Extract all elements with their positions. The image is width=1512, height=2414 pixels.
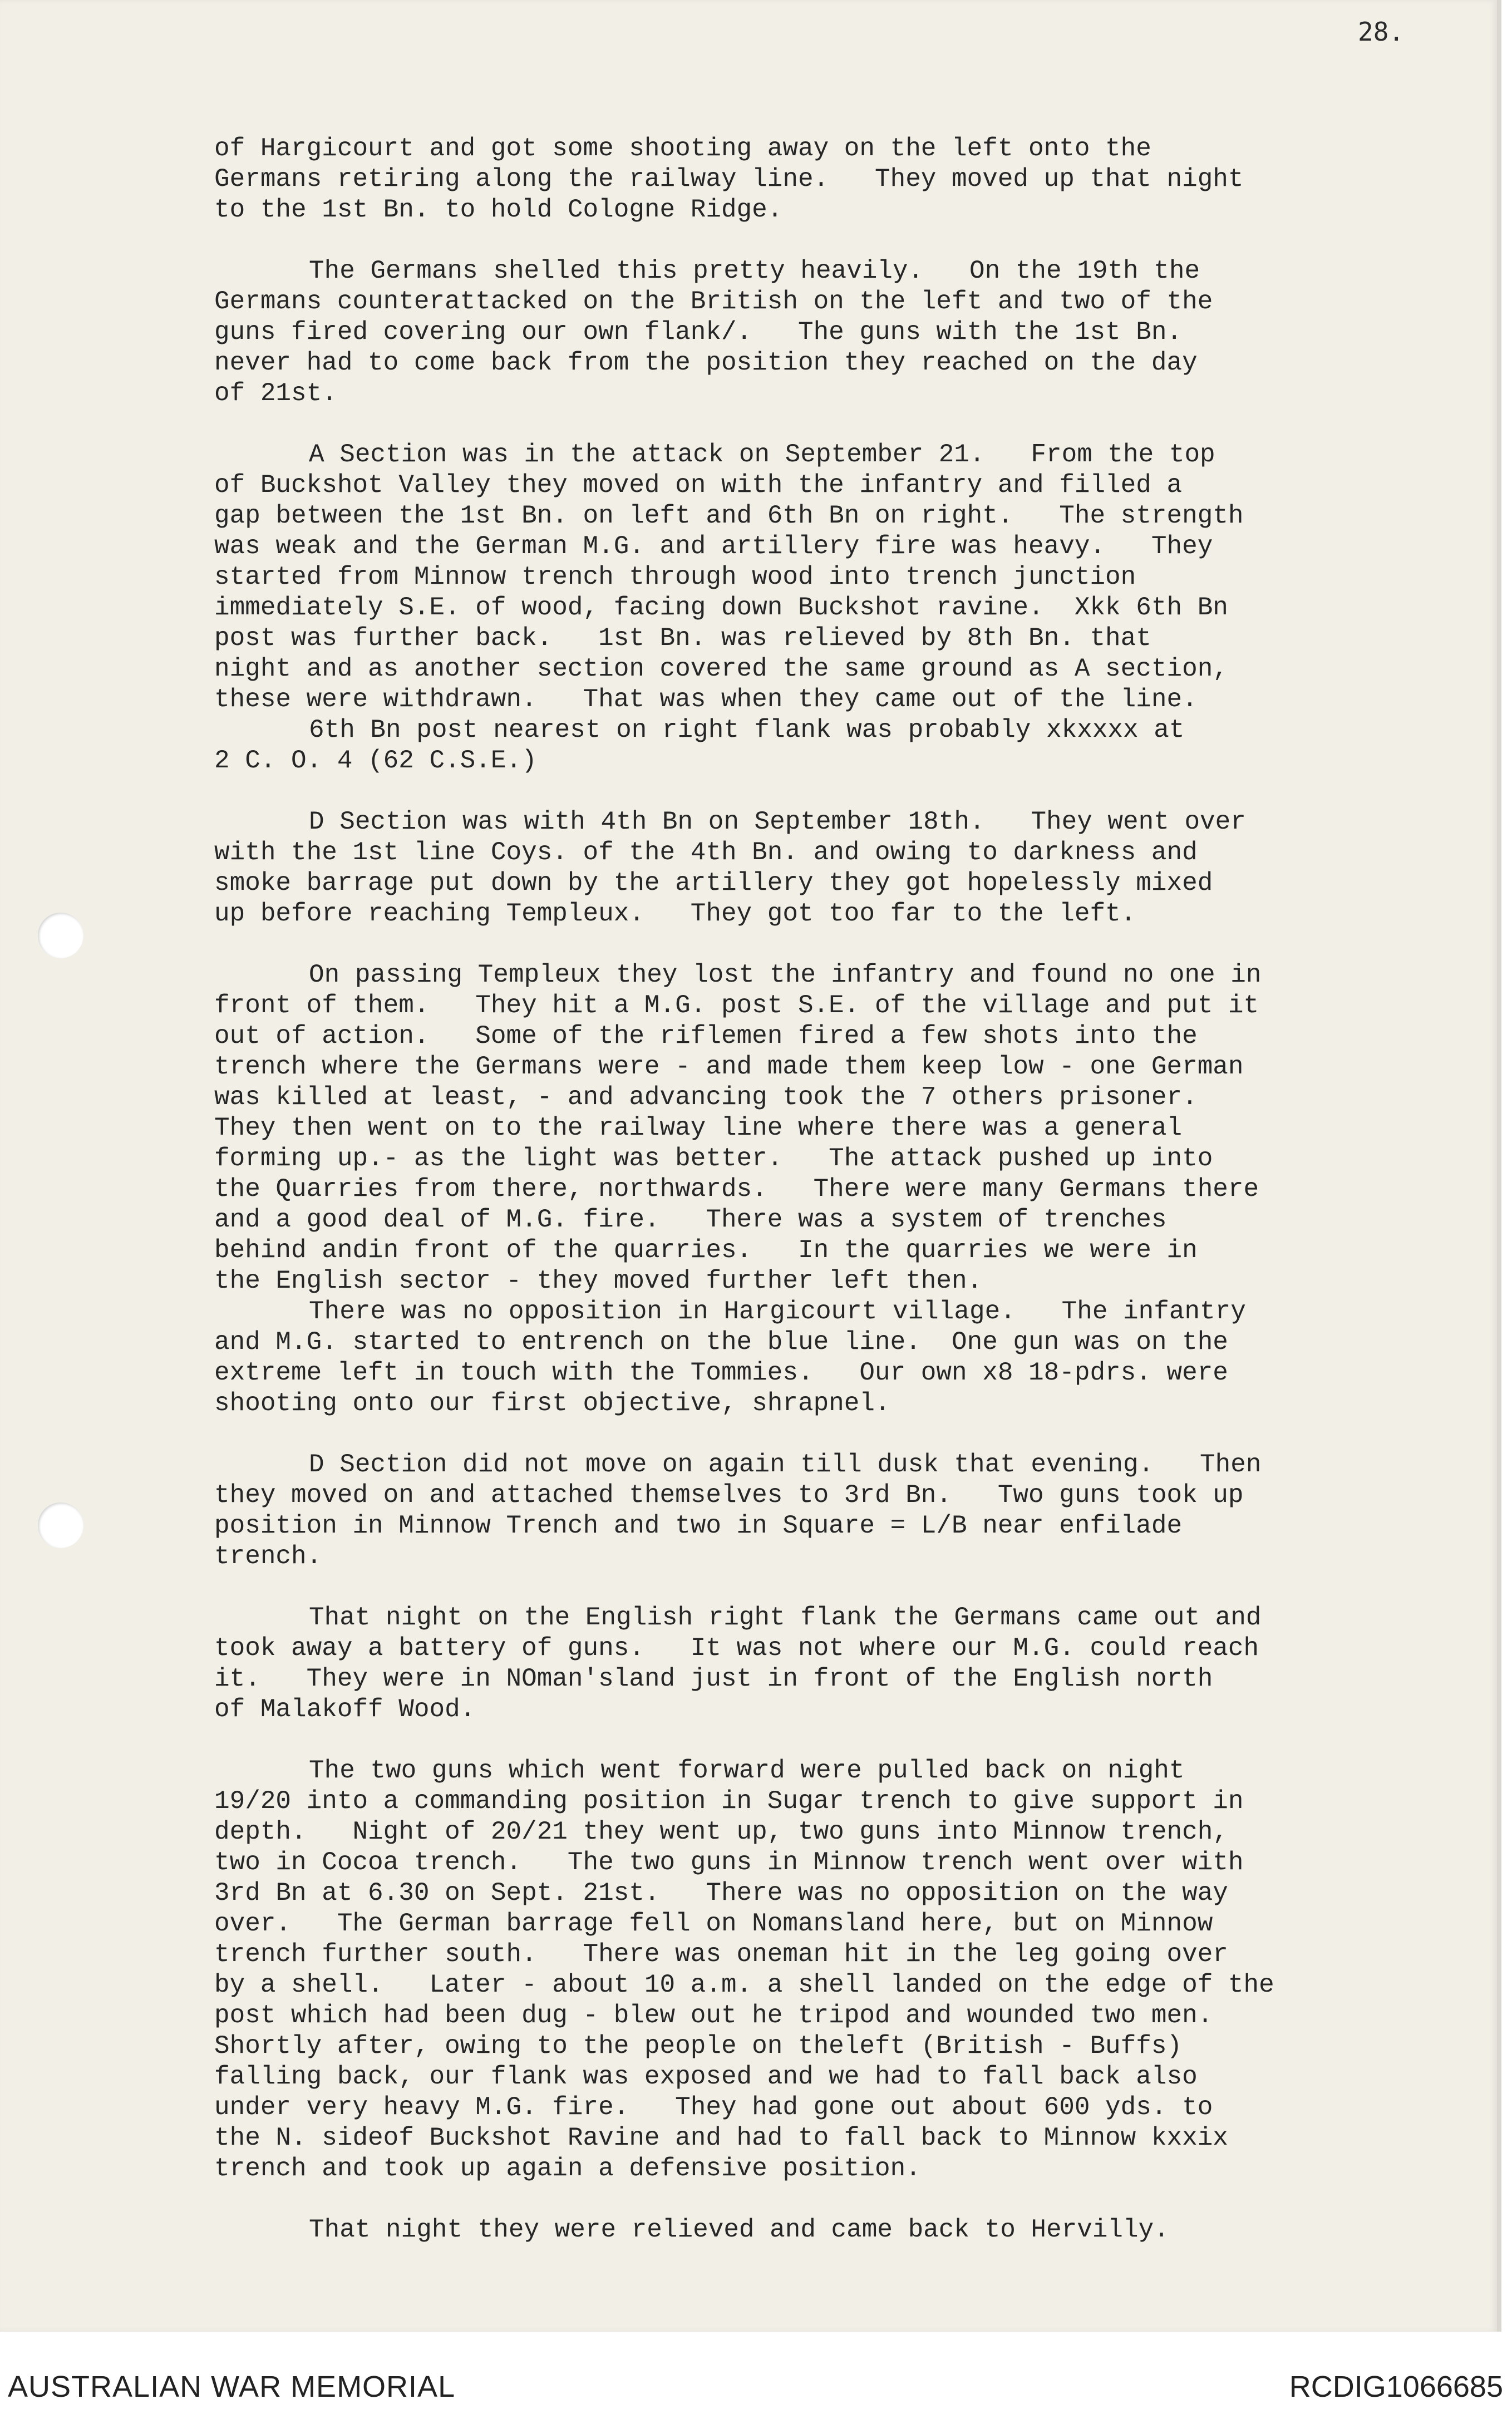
paragraph-5: D Section was with 4th Bn on September 18th. They went over with the 1st line Coys. of the 4th Bn. and owing to darkness and smoke barrage put down by the artillery they got hopelessly mixed up before reaching Templeux. They got too far to the left. (214, 807, 1246, 928)
paragraph-1: of Hargicourt and got some shooting away on the left onto the Germans retiring along the railway line. They moved up that night to the 1st Bn. to hold Cologne Ridge. (214, 134, 1244, 224)
paragraph-4: 6th Bn post nearest on right flank was probably xkxxxx at 2 C. O. 4 (62 C.S.E.) (214, 716, 1185, 775)
punch-hole (38, 1502, 83, 1548)
paragraph-10: The two guns which went forward were pulled back on night 19/20 into a commanding position in Sugar trench to give support in depth. Night of 20/21 they went up, two guns into Minnow trench, two in Cocoa trench. The two guns in Minnow trench went over with 3rd Bn at 6.30 on Sept. 21st. There was no opposition on the way over. The German barrage fell on Nomansland here, but on Minnow trench further south. There was oneman hit in the leg going over by a shell. Later - about 10 a.m. a shell landed on the edge of the post which had been dug - blew out he tripod and wounded two men. Shortly after, owing to the people on theleft (British - Buffs) falling back, our flank was exposed and we had to fall back also under very heavy M.G. fire. They had gone out about 600 yds. to the N. sideof Buckshot Ravine and had to fall back to Minnow kxxix trench and took up again a defensive position. (214, 1756, 1274, 2183)
paragraph-7: There was no opposition in Hargicourt village. The infantry and M.G. started to entrench on the blue line. One gun was on the extreme left in touch with the Tommies. Our own x8 18-pdrs. were shooting onto our first objective, shrapnel. (214, 1297, 1246, 1418)
page-number: 28. (1358, 17, 1405, 47)
punch-hole (38, 913, 83, 958)
footer-reference: RCDIG1066685 (1289, 2370, 1503, 2403)
paragraph-8: D Section did not move on again till dusk that evening. Then they moved on and attached themselves to 3rd Bn. Two guns took up position in Minnow Trench and two in Square = L/B near enfilade trench. (214, 1450, 1262, 1571)
paragraph-11: That night they were relieved and came back to Hervilly. (309, 2215, 1169, 2244)
paragraph-2: The Germans shelled this pretty heavily. On the 19th the Germans counterattacked on the British on the left and two of the guns fired covering our own flank/. The guns with the 1st Bn. never had to come back from the position they reached on the day of 21st. (214, 257, 1213, 408)
footer-institution: AUSTRALIAN WAR MEMORIAL (8, 2370, 456, 2403)
paragraph-9: That night on the English right flank the Germans came out and took away a battery of guns. It was not where our M.G. could reach it. They were in NOman'sland just in front of the English north of Malakoff Wood. (214, 1603, 1262, 1724)
page-edge (1497, 0, 1501, 2332)
paragraph-6: On passing Templeux they lost the infantry and found no one in front of them. They hit a M.G. post S.E. of the village and put it out of action. Some of the riflemen fired a few shots into the trench where the Germans were - and made them keep low - one German was killed at least, - and advancing took the 7 others prisoner. They then went on to the railway line where there was a general forming up.- as the light was better. The attack pushed up into the Quarries from there, northwards. There were many Germans there and a good deal of M.G. fire. There was a system of trenches behind andin front of the quarries. In the quarries we were in the English sector - they moved further left then. (214, 960, 1262, 1295)
paragraph-3: A Section was in the attack on September 21. From the top of Buckshot Valley they moved on with the infantry and filled a gap between the 1st Bn. on left and 6th Bn on right. The strength was weak and the German M.G. and artillery fire was heavy. They started from Minnow trench through wood into trench junction immediately S.E. of wood, facing down Buckshot ravine. Xkk 6th Bn post was further back. 1st Bn. was relieved by 8th Bn. that night and as another section covered the same ground as A section, these were withdrawn. That was when they came out of the line. (214, 440, 1244, 714)
typed-text-body (214, 134, 1494, 2276)
